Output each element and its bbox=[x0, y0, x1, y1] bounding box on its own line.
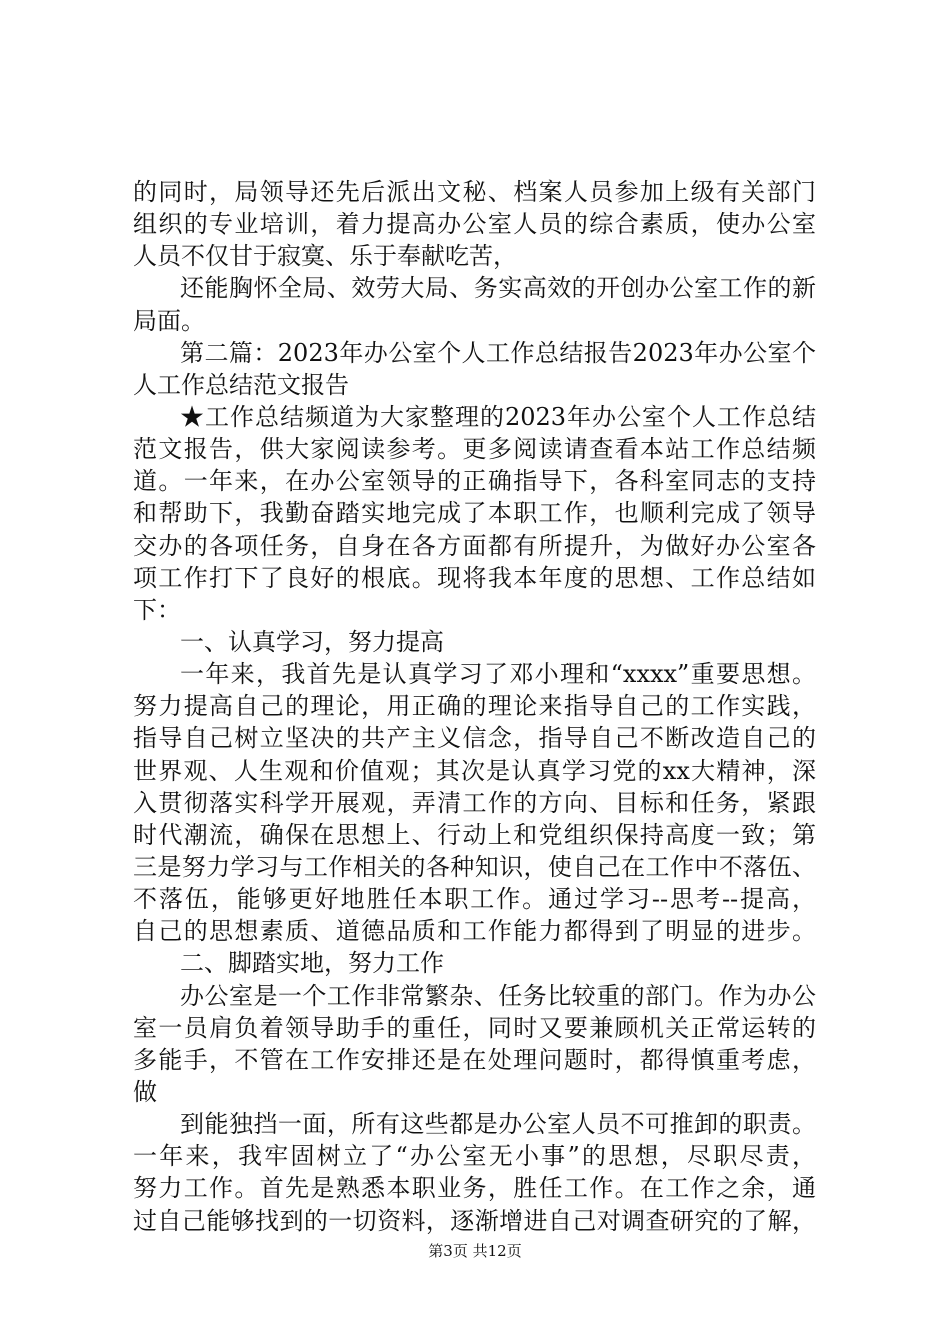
text-line: 第二篇：2023年办公室个人工作总结报告2023年办公室个 bbox=[180, 338, 816, 367]
text-line: 范文报告，供大家阅读参考。更多阅读请查看本站工作总结频 bbox=[133, 435, 816, 464]
text-line: 过自己能够找到的一切资料，逐渐增进自己对调查研究的了解， bbox=[133, 1206, 816, 1235]
text-line: 局面。 bbox=[133, 306, 205, 335]
text-line: 一年来，我牢固树立了“办公室无小事”的思想，尽职尽责， bbox=[133, 1142, 816, 1171]
text-line: 项工作打下了良好的根底。现将我本年度的思想、工作总结如 bbox=[133, 563, 816, 592]
text-line: 人员不仅甘于寂寞、乐于奉献吃苦， bbox=[133, 242, 517, 271]
text-line: 自己的思想素质、道德品质和工作能力都得到了明显的进步。 bbox=[133, 917, 816, 946]
text-line: 时代潮流，确保在思想上、行动上和党组织保持高度一致；第 bbox=[133, 820, 816, 849]
text-line: 下： bbox=[133, 595, 181, 624]
document-body bbox=[133, 176, 816, 1237]
text-line: 人工作总结范文报告 bbox=[133, 370, 349, 399]
text-line: 交办的各项任务，自身在各方面都有所提升，为做好办公室各 bbox=[133, 531, 816, 560]
text-line: 世界观、人生观和价值观；其次是认真学习党的xx大精神，深 bbox=[133, 756, 816, 785]
text-line: 和帮助下，我勤奋踏实地完成了本职工作，也顺利完成了领导 bbox=[133, 499, 816, 528]
text-line: 二、脚踏实地，努力工作 bbox=[180, 949, 444, 978]
text-line: ★工作总结频道为大家整理的2023年办公室个人工作总结 bbox=[180, 402, 816, 431]
text-line: 室一员肩负着领导助手的重任，同时又要兼顾机关正常运转的 bbox=[133, 1013, 816, 1042]
text-line: 努力工作。首先是熟悉本职业务，胜任工作。在工作之余，通 bbox=[133, 1174, 816, 1203]
text-line: 努力提高自己的理论，用正确的理论来指导自己的工作实践， bbox=[133, 692, 816, 721]
text-line: 到能独挡一面，所有这些都是办公室人员不可推卸的职责。 bbox=[180, 1110, 816, 1139]
text-line: 三是努力学习与工作相关的各种知识，使自己在工作中不落伍、 bbox=[133, 852, 816, 881]
text-line: 多能手，不管在工作安排还是在处理问题时，都得慎重考虑， bbox=[133, 1045, 816, 1074]
text-line: 一、认真学习，努力提高 bbox=[180, 627, 444, 656]
text-line: 入贯彻落实科学开展观，弄清工作的方向、目标和任务，紧跟 bbox=[133, 788, 816, 817]
text-line: 办公室是一个工作非常繁杂、任务比较重的部门。作为办公 bbox=[180, 981, 816, 1010]
text-line: 不落伍，能够更好地胜任本职工作。通过学习--思考--提高， bbox=[133, 885, 816, 914]
text-line: 做 bbox=[133, 1077, 157, 1106]
text-line: 道。一年来，在办公室领导的正确指导下，各科室同志的支持 bbox=[133, 467, 816, 496]
text-line: 组织的专业培训，着力提高办公室人员的综合素质，使办公室 bbox=[133, 210, 816, 239]
text-line: 一年来，我首先是认真学习了邓小理和“xxxx”重要思想。 bbox=[180, 660, 816, 689]
page-footer: 第3页 共12页 bbox=[428, 1242, 522, 1260]
text-line: 还能胸怀全局、效劳大局、务实高效的开创办公室工作的新 bbox=[180, 274, 816, 303]
text-line: 指导自己树立坚决的共产主义信念，指导自己不断改造自己的 bbox=[133, 724, 816, 753]
text-line: 的同时，局领导还先后派出文秘、档案人员参加上级有关部门 bbox=[133, 178, 816, 206]
